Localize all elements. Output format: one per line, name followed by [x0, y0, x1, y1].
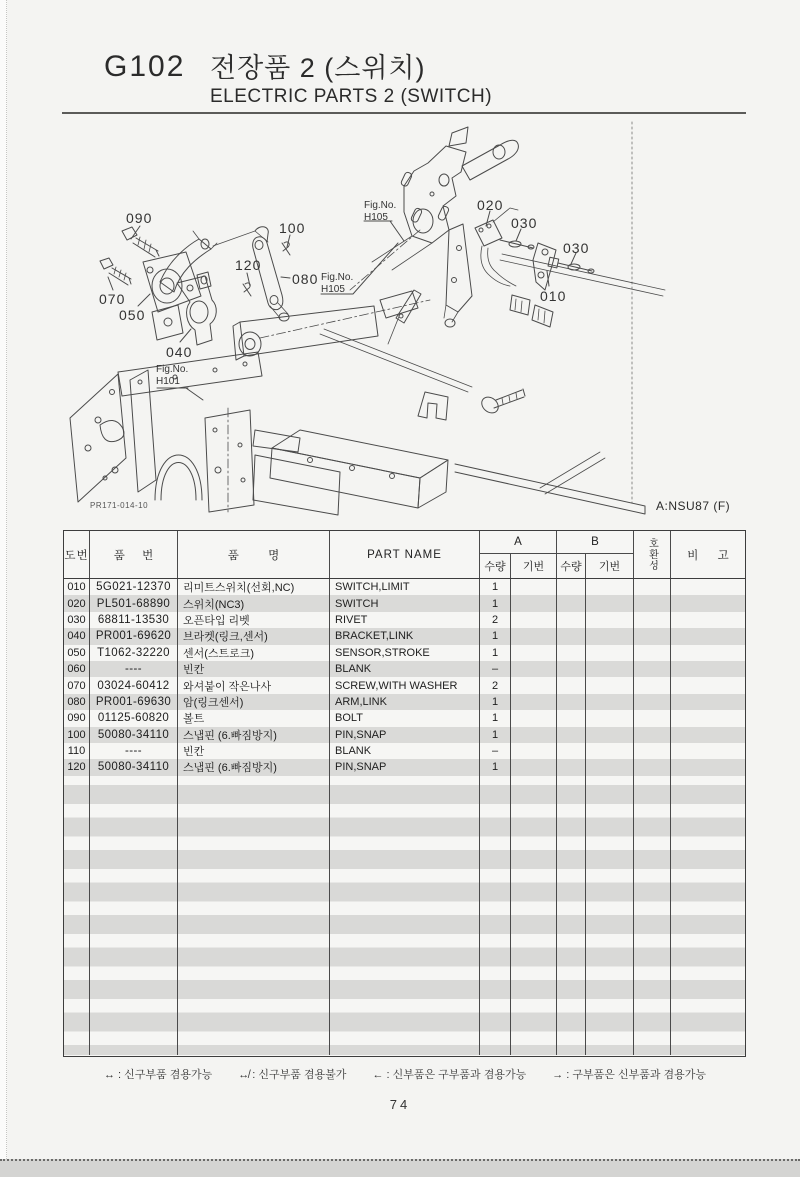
cell-empty [557, 727, 586, 743]
cell-empty [634, 612, 671, 628]
cell-qty-a: 1 [480, 694, 511, 710]
cell-empty [557, 759, 586, 775]
part-callout: 040 [166, 344, 193, 360]
cell-empty [511, 661, 557, 677]
header-name-ko: 품 명 [178, 531, 330, 578]
cell-qty-a: 2 [480, 612, 511, 628]
cell-name-ko: 빈칸 [178, 661, 330, 677]
cell-part-name: BRACKET,LINK [330, 628, 480, 644]
cell-empty [634, 727, 671, 743]
cell-empty [586, 645, 634, 661]
cell-empty [511, 743, 557, 759]
table-row [64, 710, 745, 726]
cell-empty [511, 595, 557, 611]
cell-empty [634, 759, 671, 775]
cell-empty [634, 710, 671, 726]
cell-part-name: SCREW,WITH WASHER [330, 677, 480, 693]
cell-name-ko: 스위치(NC3) [178, 595, 330, 611]
lever-assembly [100, 227, 217, 345]
cell-empty [511, 694, 557, 710]
cell-empty [557, 645, 586, 661]
part-callout: 070 [99, 291, 126, 307]
cell-part-no: 68811-13530 [90, 612, 178, 628]
figure-reference-line1: Fig.No. [321, 272, 354, 283]
cell-qty-a: 1 [480, 727, 511, 743]
table-row [64, 645, 745, 661]
section-code: G102 [104, 50, 186, 83]
cell-part-no: 50080-34110 [90, 727, 178, 743]
exploded-diagram [60, 118, 750, 518]
page-title-english: ELECTRIC PARTS 2 (SWITCH) [210, 86, 493, 107]
cell-empty [586, 595, 634, 611]
bolt-070-glyph [100, 258, 131, 285]
cell-empty [586, 677, 634, 693]
header-group-b: B [557, 531, 634, 554]
cell-empty [671, 579, 745, 595]
title-divider [62, 112, 746, 114]
cell-empty [586, 579, 634, 595]
table-row [64, 677, 745, 693]
part-callout: 030 [563, 240, 590, 256]
cell-part-name: PIN,SNAP [330, 759, 480, 775]
cell-ref-no: 010 [64, 579, 90, 595]
switch-assembly [475, 208, 665, 327]
cell-qty-a: 1 [480, 628, 511, 644]
cell-part-no: 5G021-12370 [90, 579, 178, 595]
cell-qty-a: 1 [480, 759, 511, 775]
cell-empty [511, 727, 557, 743]
table-row [64, 595, 745, 611]
cell-qty-a: – [480, 743, 511, 759]
cell-empty [511, 579, 557, 595]
cell-qty-a: 1 [480, 645, 511, 661]
header-serial-a: 기번 [511, 554, 557, 578]
cell-ref-no: 080 [64, 694, 90, 710]
cell-empty [671, 759, 745, 775]
cell-part-name: SENSOR,STROKE [330, 645, 480, 661]
cell-empty [511, 645, 557, 661]
cell-name-ko: 센서(스트로크) [178, 645, 330, 661]
cell-empty-column [671, 776, 745, 1055]
table-row [64, 727, 745, 743]
part-callout: 080 [292, 271, 319, 287]
cell-empty [634, 579, 671, 595]
cell-empty [586, 694, 634, 710]
cell-empty [634, 677, 671, 693]
table-row [64, 661, 745, 677]
cell-empty [671, 661, 745, 677]
cell-name-ko: 리미트스위치(선회,NC) [178, 579, 330, 595]
part-callout: 100 [279, 220, 306, 236]
cell-empty-column [330, 776, 480, 1055]
header-part-name: PART NAME [330, 531, 480, 578]
cell-empty [634, 628, 671, 644]
legend-item: ↔ : 신구부품 겸용가능 [103, 1069, 213, 1081]
shaft-bolt [479, 389, 525, 416]
cell-part-no: 01125-60820 [90, 710, 178, 726]
cell-empty-column [90, 776, 178, 1055]
cell-empty-column [178, 776, 330, 1055]
cell-part-name: ARM,LINK [330, 694, 480, 710]
table-row [64, 743, 745, 759]
header-group-a: A [480, 531, 557, 554]
cell-empty [557, 743, 586, 759]
snap-pin-100-glyph [282, 242, 290, 255]
parts-table [63, 530, 746, 1057]
cell-part-name: SWITCH,LIMIT [330, 579, 480, 595]
cell-name-ko: 오픈타입 리벳 [178, 612, 330, 628]
cell-part-name: SWITCH [330, 595, 480, 611]
table-row [64, 579, 745, 595]
cell-part-no: PR001-69620 [90, 628, 178, 644]
mount-bracket-plate [350, 127, 518, 327]
figure-reference [156, 364, 188, 387]
cell-empty [557, 612, 586, 628]
cell-empty [634, 694, 671, 710]
cell-empty [586, 727, 634, 743]
cell-part-name: BLANK [330, 661, 480, 677]
cell-empty [634, 595, 671, 611]
cell-name-ko: 브라켓(링크,센서) [178, 628, 330, 644]
header-remarks: 비 고 [687, 549, 729, 562]
link-assembly [213, 227, 290, 321]
cell-empty [511, 759, 557, 775]
cell-ref-no: 120 [64, 759, 90, 775]
cell-part-no: ---- [90, 743, 178, 759]
scan-bottom-edge [0, 1159, 800, 1177]
part-callout: 050 [119, 307, 146, 323]
cell-empty [511, 612, 557, 628]
cell-empty [671, 612, 745, 628]
legend-item: ↮ : 신구부품 겸용불가 [238, 1069, 347, 1081]
cell-empty-column [511, 776, 557, 1055]
cell-qty-a: 2 [480, 677, 511, 693]
cell-empty [557, 661, 586, 677]
cell-name-ko: 볼트 [178, 710, 330, 726]
cell-empty [671, 727, 745, 743]
header-qty-b: 수량 [557, 554, 586, 578]
cell-qty-a: 1 [480, 579, 511, 595]
cell-qty-a: – [480, 661, 511, 677]
figure-reference-line2: H101 [156, 375, 180, 387]
cell-part-no: PL501-68890 [90, 595, 178, 611]
cell-part-no: PR001-69630 [90, 694, 178, 710]
cell-empty [586, 628, 634, 644]
cell-empty [634, 645, 671, 661]
empty-table-rows [64, 776, 745, 1055]
cell-name-ko: 빈칸 [178, 743, 330, 759]
cell-ref-no: 050 [64, 645, 90, 661]
cell-empty [557, 677, 586, 693]
legend-item: → : 구부품은 신부품과 겸용가능 [552, 1069, 707, 1081]
cell-part-name: PIN,SNAP [330, 727, 480, 743]
page-title-korean: 전장품 2 (스위치) [210, 53, 426, 83]
compatibility-legend [60, 1066, 750, 1082]
page-number: 74 [389, 1097, 411, 1112]
cell-empty [586, 612, 634, 628]
header-qty-a: 수량 [480, 554, 511, 578]
cell-empty [634, 743, 671, 759]
table-row [64, 694, 745, 710]
cell-empty [671, 694, 745, 710]
cell-name-ko: 스냅핀 (6.빠짐방지) [178, 759, 330, 775]
cell-ref-no: 040 [64, 628, 90, 644]
part-callout: 010 [540, 288, 567, 304]
cell-name-ko: 스냅핀 (6.빠짐방지) [178, 727, 330, 743]
cell-empty [671, 677, 745, 693]
cell-empty [511, 677, 557, 693]
cell-empty [586, 710, 634, 726]
cell-empty-column [480, 776, 511, 1055]
cell-empty [557, 595, 586, 611]
cell-empty [557, 694, 586, 710]
cell-ref-no: 070 [64, 677, 90, 693]
figure-reference-line2: H105 [364, 211, 388, 223]
cell-empty [586, 759, 634, 775]
header-part-no: 품 번 [90, 531, 178, 578]
cell-ref-no: 100 [64, 727, 90, 743]
cell-name-ko: 와셔붙이 작은나사 [178, 677, 330, 693]
cell-part-no: ---- [90, 661, 178, 677]
cell-empty [557, 628, 586, 644]
figure-reference-line2: H105 [321, 283, 345, 295]
header-compatibility: 호환성 [634, 531, 671, 578]
cell-ref-no: 030 [64, 612, 90, 628]
cell-ref-no: 110 [64, 743, 90, 759]
cell-empty [557, 579, 586, 595]
table-row [64, 759, 745, 775]
cell-part-no: T1062-32220 [90, 645, 178, 661]
figure-reference [364, 200, 396, 223]
legend-item: ← : 신부품은 구부품과 겸용가능 [372, 1069, 527, 1081]
cell-part-no: 50080-34110 [90, 759, 178, 775]
cell-part-name: RIVET [330, 612, 480, 628]
cell-empty [586, 661, 634, 677]
cell-empty [586, 743, 634, 759]
cell-empty [671, 628, 745, 644]
header-serial-b: 기번 [586, 554, 634, 578]
cell-empty [634, 661, 671, 677]
scan-left-edge [0, 0, 7, 1177]
cell-ref-no: 020 [64, 595, 90, 611]
cell-empty-column [64, 776, 90, 1055]
cell-empty [671, 595, 745, 611]
part-callout: 090 [126, 210, 153, 226]
cell-qty-a: 1 [480, 710, 511, 726]
figure-reference-line1: Fig.No. [156, 364, 189, 375]
cell-qty-a: 1 [480, 595, 511, 611]
cell-part-no: 03024-60412 [90, 677, 178, 693]
cell-empty [671, 645, 745, 661]
header-ref-no: 도번 [64, 531, 90, 578]
cell-empty [671, 710, 745, 726]
cell-ref-no: 060 [64, 661, 90, 677]
table-row [64, 612, 745, 628]
part-callout: 030 [511, 215, 538, 231]
figure-reference-line1: Fig.No. [364, 200, 397, 211]
cell-empty-column [557, 776, 586, 1055]
cell-part-name: BLANK [330, 743, 480, 759]
part-callout: 120 [235, 257, 262, 273]
variant-note: A:NSU87 (F) [656, 499, 731, 513]
cell-empty [511, 710, 557, 726]
part-callout: 020 [477, 197, 504, 213]
cell-empty [511, 628, 557, 644]
figure-reference [321, 272, 353, 295]
table-row [64, 628, 745, 644]
cell-name-ko: 암(링크센서) [178, 694, 330, 710]
cell-empty [671, 743, 745, 759]
cell-empty [557, 710, 586, 726]
table-header [64, 531, 745, 579]
drawing-number: PR171-014-10 [90, 501, 149, 510]
cell-empty-column [586, 776, 634, 1055]
bolt-090-glyph [122, 227, 159, 257]
cell-ref-no: 090 [64, 710, 90, 726]
cell-part-name: BOLT [330, 710, 480, 726]
cell-empty-column [634, 776, 671, 1055]
